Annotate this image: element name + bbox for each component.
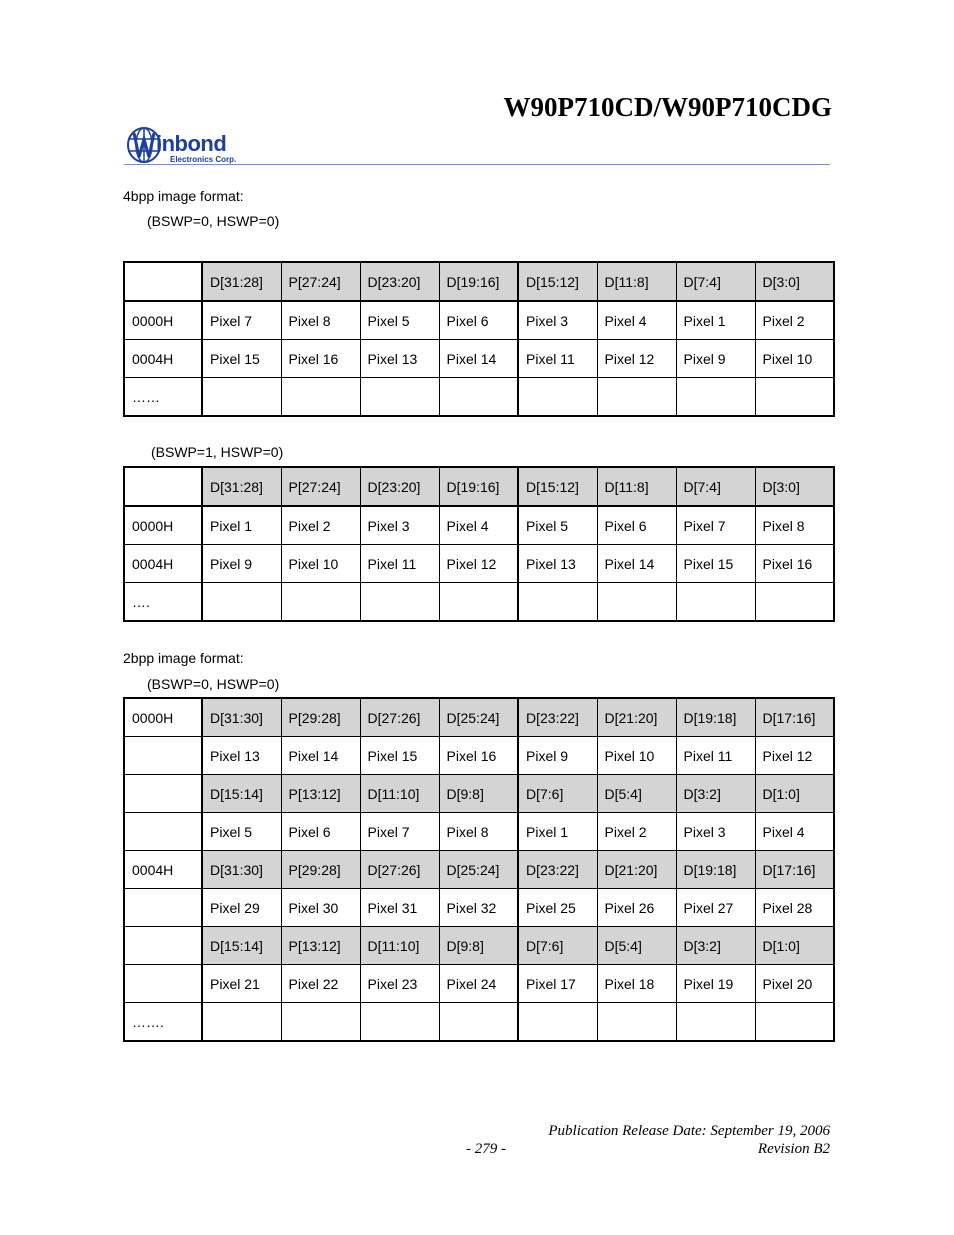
table-cell: D[21:20] [597,851,676,889]
table-cell: Pixel 7 [202,301,281,340]
table-caption-4bpp-2: (BSWP=1, HSWP=0) [151,444,284,460]
table-cell [281,1003,360,1042]
table-cell: D[17:16] [755,698,834,737]
table-cell: D[23:22] [518,698,597,737]
bit-field-cell: D[3:0] [755,467,834,506]
table-cell: Pixel 3 [676,813,755,851]
table-cell: D[31:30] [202,698,281,737]
table-cell [518,1003,597,1042]
table-row [124,301,834,340]
table-cell: Pixel 8 [439,813,518,851]
table-cell: Pixel 12 [755,737,834,775]
table-cell [360,583,439,622]
table-cell: Pixel 17 [518,965,597,1003]
table-cell [202,378,281,417]
table-cell: Pixel 16 [755,545,834,583]
table-cell: D[15:14] [202,927,281,965]
table-cell [676,583,755,622]
table-cell: Pixel 6 [439,301,518,340]
table-row [124,545,834,583]
table-caption-2bpp: (BSWP=0, HSWP=0) [147,676,280,692]
table-cell: Pixel 14 [439,340,518,378]
section-title-2bpp: 2bpp image format: [123,650,244,666]
footer-release-date: Publication Release Date: September 19, 2006 [548,1123,830,1139]
table-row [124,851,834,889]
table-4bpp-bswp0 [123,261,835,417]
address-cell: ……. [124,1003,202,1042]
table-cell: D[31:30] [202,851,281,889]
table-2bpp-bswp0 [123,697,835,1042]
bit-field-cell: D[7:4] [676,467,755,506]
table-row [124,775,834,813]
table-cell [281,583,360,622]
table-cell: Pixel 8 [281,301,360,340]
table-header-row [124,467,834,506]
table-cell: Pixel 13 [202,737,281,775]
table-cell: Pixel 4 [755,813,834,851]
table-cell: Pixel 10 [281,545,360,583]
bit-field-cell: P[27:24] [281,262,360,301]
address-cell: …… [124,378,202,417]
table-cell: Pixel 15 [676,545,755,583]
table-cell: Pixel 16 [281,340,360,378]
table-cell [518,378,597,417]
address-cell [124,737,202,775]
table-cell [676,378,755,417]
table-cell: Pixel 10 [755,340,834,378]
table-cell: Pixel 6 [597,506,676,545]
table-cell [676,1003,755,1042]
logo-wordmark: inbond [156,131,227,156]
table-row [124,1003,834,1042]
table-cell: D[5:4] [597,927,676,965]
table-cell: D[21:20] [597,698,676,737]
table-cell: D[3:2] [676,927,755,965]
table-row [124,813,834,851]
table-cell: Pixel 4 [597,301,676,340]
bit-field-cell: D[7:4] [676,262,755,301]
bit-field-cell: P[27:24] [281,467,360,506]
table-cell: Pixel 3 [360,506,439,545]
address-cell: …. [124,583,202,622]
bit-field-cell: D[31:28] [202,467,281,506]
table-cell: D[1:0] [755,775,834,813]
table-cell: Pixel 31 [360,889,439,927]
table-cell: D[17:16] [755,851,834,889]
table-cell: Pixel 3 [518,301,597,340]
bit-field-cell: D[15:12] [518,467,597,506]
table-cell [597,583,676,622]
table-cell [439,583,518,622]
table-cell: Pixel 9 [676,340,755,378]
table-cell: Pixel 14 [597,545,676,583]
address-cell [124,467,202,506]
table-row [124,340,834,378]
table-cell: Pixel 18 [597,965,676,1003]
logo-subtitle: Electronics Corp. [170,155,237,164]
table-row [124,378,834,417]
table-cell: Pixel 12 [439,545,518,583]
table-row [124,927,834,965]
table-cell: D[9:8] [439,927,518,965]
table-cell: Pixel 13 [518,545,597,583]
address-cell: 0000H [124,301,202,340]
table-caption-4bpp-1: (BSWP=0, HSWP=0) [147,213,280,229]
table-cell: Pixel 5 [518,506,597,545]
bit-field-cell: D[19:16] [439,262,518,301]
table-row [124,965,834,1003]
table-cell: Pixel 1 [676,301,755,340]
table-cell: Pixel 19 [676,965,755,1003]
table-row [124,698,834,737]
table-cell: Pixel 20 [755,965,834,1003]
table-header-row [124,262,834,301]
bit-field-cell: D[11:8] [597,467,676,506]
table-cell [755,583,834,622]
document-title: W90P710CD/W90P710CDG [503,92,832,122]
table-cell [597,378,676,417]
address-cell [124,813,202,851]
table-cell: Pixel 27 [676,889,755,927]
table-cell: Pixel 25 [518,889,597,927]
table-cell: D[19:18] [676,851,755,889]
table-cell: Pixel 13 [360,340,439,378]
table-cell [202,583,281,622]
table-cell: Pixel 21 [202,965,281,1003]
table-cell: Pixel 29 [202,889,281,927]
table-4bpp-bswp1 [123,466,835,622]
table-cell [202,1003,281,1042]
table-cell: D[1:0] [755,927,834,965]
table-cell: Pixel 15 [360,737,439,775]
table-cell: Pixel 8 [755,506,834,545]
table-cell: P[29:28] [281,698,360,737]
table-cell: Pixel 1 [518,813,597,851]
address-cell: 0000H [124,506,202,545]
bit-field-cell: D[23:20] [360,262,439,301]
table-cell [439,1003,518,1042]
bit-field-cell: D[11:8] [597,262,676,301]
table-cell: P[29:28] [281,851,360,889]
table-cell: P[13:12] [281,927,360,965]
bit-field-cell: D[3:0] [755,262,834,301]
table-row [124,889,834,927]
table-cell: Pixel 16 [439,737,518,775]
table-row [124,506,834,545]
table-cell: Pixel 5 [202,813,281,851]
bit-field-cell: D[15:12] [518,262,597,301]
table-cell: Pixel 5 [360,301,439,340]
table-cell: Pixel 1 [202,506,281,545]
table-cell [439,378,518,417]
table-cell: D[7:6] [518,927,597,965]
table-row [124,583,834,622]
address-cell: 0004H [124,851,202,889]
section-title-4bpp: 4bpp image format: [123,188,244,204]
table-row [124,737,834,775]
table-cell: Pixel 2 [281,506,360,545]
address-cell: 0004H [124,340,202,378]
table-cell: D[7:6] [518,775,597,813]
table-cell: Pixel 4 [439,506,518,545]
table-cell: Pixel 24 [439,965,518,1003]
header-divider [124,164,830,165]
table-cell: Pixel 11 [360,545,439,583]
table-cell [755,378,834,417]
table-cell: D[27:26] [360,698,439,737]
table-cell: P[13:12] [281,775,360,813]
table-cell: D[25:24] [439,851,518,889]
table-cell: Pixel 14 [281,737,360,775]
table-cell [597,1003,676,1042]
table-cell: Pixel 30 [281,889,360,927]
bit-field-cell: D[19:16] [439,467,518,506]
footer-revision: Revision B2 [757,1141,830,1157]
table-cell: D[27:26] [360,851,439,889]
table-cell: Pixel 9 [202,545,281,583]
table-cell [755,1003,834,1042]
table-cell: Pixel 7 [676,506,755,545]
address-cell [124,927,202,965]
footer-page-number: - 279 - [466,1141,506,1157]
table-cell: D[5:4] [597,775,676,813]
table-cell: D[9:8] [439,775,518,813]
table-cell: Pixel 10 [597,737,676,775]
table-cell: Pixel 11 [518,340,597,378]
table-cell: D[23:22] [518,851,597,889]
table-cell: Pixel 12 [597,340,676,378]
address-cell [124,262,202,301]
table-cell: Pixel 9 [518,737,597,775]
address-cell: 0004H [124,545,202,583]
table-cell [518,583,597,622]
table-cell: D[25:24] [439,698,518,737]
table-cell: D[11:10] [360,775,439,813]
table-cell: D[15:14] [202,775,281,813]
table-cell: Pixel 26 [597,889,676,927]
winbond-logo [126,125,256,167]
table-cell: Pixel 32 [439,889,518,927]
bit-field-cell: D[31:28] [202,262,281,301]
address-cell [124,775,202,813]
table-cell: Pixel 22 [281,965,360,1003]
table-cell [360,1003,439,1042]
table-cell: D[3:2] [676,775,755,813]
table-cell [360,378,439,417]
table-cell: D[11:10] [360,927,439,965]
table-cell: Pixel 7 [360,813,439,851]
table-cell: Pixel 2 [755,301,834,340]
table-cell: Pixel 11 [676,737,755,775]
address-cell [124,889,202,927]
table-cell: Pixel 28 [755,889,834,927]
address-cell: 0000H [124,698,202,737]
address-cell [124,965,202,1003]
table-cell: D[19:18] [676,698,755,737]
bit-field-cell: D[23:20] [360,467,439,506]
table-cell: Pixel 15 [202,340,281,378]
table-cell: Pixel 2 [597,813,676,851]
table-cell: Pixel 6 [281,813,360,851]
table-cell [281,378,360,417]
table-cell: Pixel 23 [360,965,439,1003]
